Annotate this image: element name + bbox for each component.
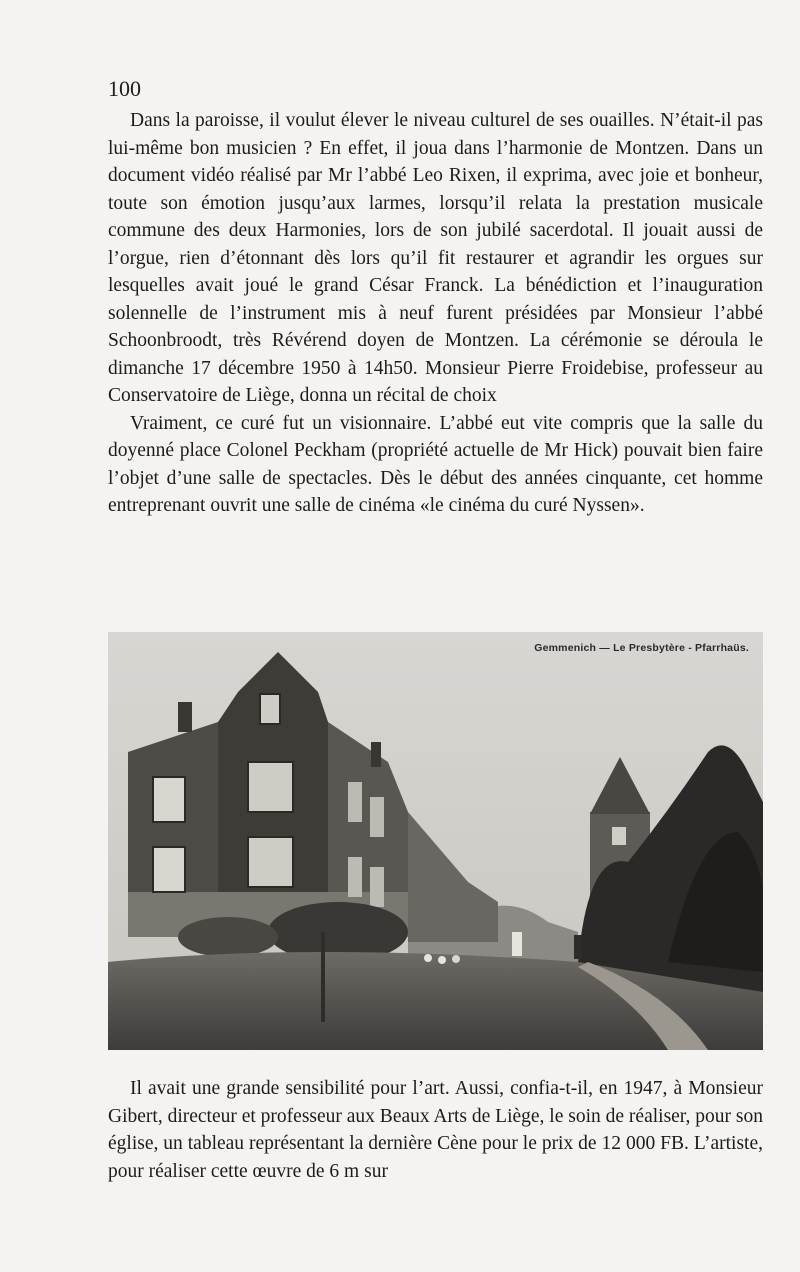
paragraph: Vraiment, ce curé fut un visionnaire. L’abbé eut vite compris que la salle du doyenné place Colonel Peckham (propriété actuelle de Mr Hick) pouvait bien faire l’objet d’une salle de spectacles. Dès le début des années cinquante, cet homme entreprenant ouvrit une salle de cinéma «le cinéma du curé Nyssen».	[108, 412, 763, 516]
photo-caption: Gemmenich — Le Presbytère - Pfarrhaüs.	[534, 642, 749, 654]
presbytery-photo	[108, 632, 763, 1050]
text-block-bottom	[108, 1075, 763, 1185]
paragraph: Il avait une grande sensibilité pour l’art. Aussi, confia-t-il, en 1947, à Monsieur Gibert, directeur et professeur aux Beaux Arts de Liège, le soin de réaliser, pour son église, un tableau représentant la dernière Cène pour le prix de 12 000 FB. L’artiste, pour réaliser cette œuvre de 6 m sur	[108, 1078, 763, 1182]
paragraph: Dans la paroisse, il voulut élever le niveau culturel de ses ouailles. N’était-il pas lui-même bon musicien ? En effet, il joua dans l’harmonie de Montzen. Dans un document vidéo réalisé par Mr l’abbé Leo Rixen, il exprima, avec joie et bonheur, toute son émotion jusqu’aux larmes, lorsqu’il relata la prestation musicale commune des deux Harmonies, lors de son jubilé sacerdotal. Il jouait aussi de l’orgue, rien d’étonnant dès lors qu’il fit restaurer et agrandir les orgues sur lesquelles avait joué le grand César Franck. La bénédiction et l’inauguration solennelle de l’instrument mis à neuf furent présidées par Monsieur l’abbé Schoonbroodt, très Révérend doyen de Montzen. La cérémonie se déroula le dimanche 17 décembre 1950 à 14h50. Monsieur Pierre Froidebise, professeur au Conservatoire de Liège, donna un récital de choix	[108, 110, 763, 406]
presbytery-illustration	[108, 632, 763, 1050]
text-block-top	[108, 107, 763, 520]
page-number: 100	[108, 76, 141, 101]
